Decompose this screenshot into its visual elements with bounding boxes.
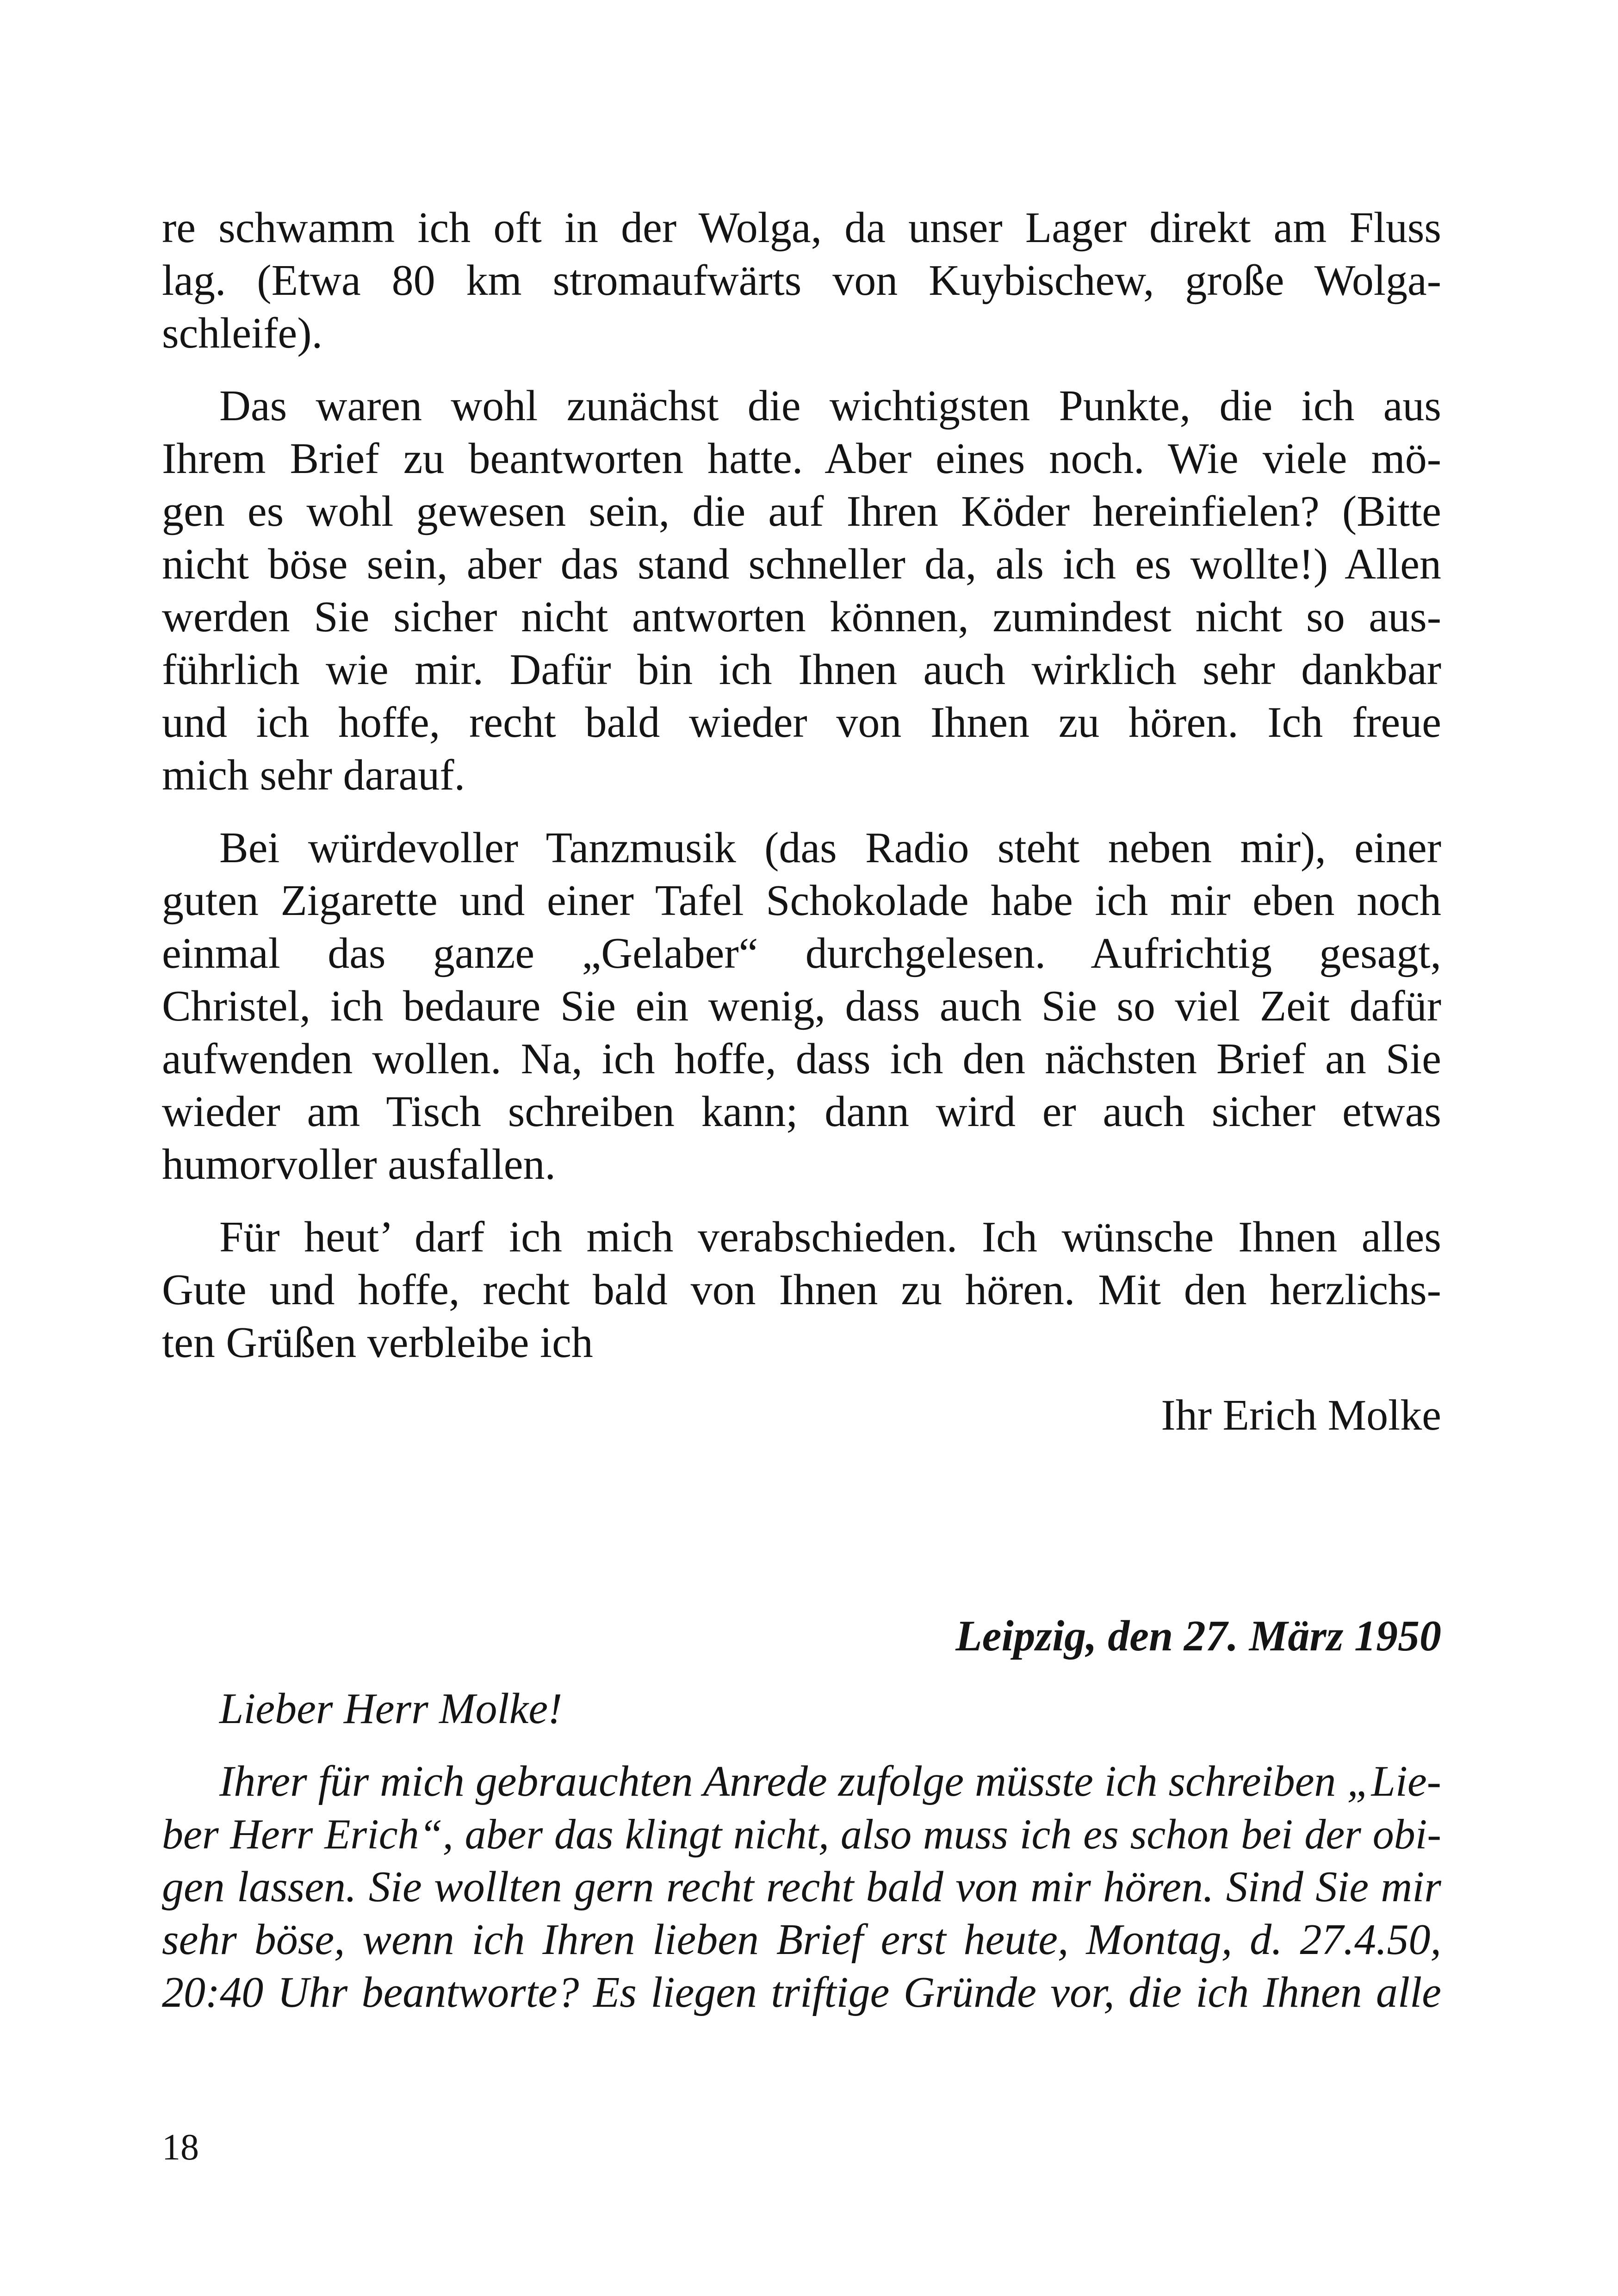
text-line: einmal das ganze „Gelaber“ durchgelesen. Aufrichtig gesagt,	[162, 929, 1441, 977]
text-line: gen es wohl gewesen sein, die auf Ihren Köder hereinfielen? (Bitte	[162, 487, 1441, 535]
text-line: mich sehr darauf.	[162, 751, 465, 799]
text-line: re schwamm ich oft in der Wolga, da unser Lager direkt am Fluss	[162, 204, 1441, 252]
text-line: Ihrem Brief zu beantworten hatte. Aber eines noch. Wie viele mö-	[162, 435, 1441, 483]
text-line: gen lassen. Sie wollten gern recht recht bald von mir hören. Sind Sie mir	[162, 1863, 1441, 1911]
text-line: Christel, ich bedaure Sie ein wenig, dass auch Sie so viel Zeit dafür	[162, 982, 1441, 1030]
text-line: sehr böse, wenn ich Ihren lieben Brief erst heute, Montag, d. 27.4.50,	[162, 1916, 1441, 1964]
book-page	[162, 0, 1441, 2296]
text-line: humorvoller ausfallen.	[162, 1140, 556, 1188]
text-line: nicht böse sein, aber das stand schneller da, als ich es wollte!) Allen	[162, 540, 1441, 588]
page-number: 18	[162, 2127, 199, 2168]
text-line: und ich hoffe, recht bald wieder von Ihnen zu hören. Ich freue	[162, 698, 1441, 747]
text-line: wieder am Tisch schreiben kann; dann wird er auch sicher etwas	[162, 1088, 1441, 1136]
text-line: Ihrer für mich gebrauchten Anrede zufolge müsste ich schreiben „Lie-	[219, 1757, 1441, 1805]
text-line: Gute und hoffe, recht bald von Ihnen zu hören. Mit den herzlichs-	[162, 1266, 1441, 1314]
text-line: ten Grüßen verbleibe ich	[162, 1319, 593, 1367]
text-line: aufwenden wollen. Na, ich hoffe, dass ich den nächsten Brief an Sie	[162, 1035, 1441, 1083]
text-line: Das waren wohl zunächst die wichtigsten Punkte, die ich aus	[219, 382, 1441, 430]
text-line: Bei würdevoller Tanzmusik (das Radio steht neben mir), einer	[219, 824, 1441, 872]
text-line: führlich wie mir. Dafür bin ich Ihnen auch wirklich sehr dankbar	[162, 646, 1441, 694]
dateline: Leipzig, den 27. März 1950	[955, 1612, 1441, 1660]
text-line: lag. (Etwa 80 km stromaufwärts von Kuybischew, große Wolga-	[162, 256, 1441, 305]
text-line: ber Herr Erich“, aber das klingt nicht, also muss ich es schon bei der obi-	[162, 1811, 1441, 1858]
text-line: schleife).	[162, 309, 323, 357]
text-line: guten Zigarette und einer Tafel Schokolade habe ich mir eben noch	[162, 877, 1441, 925]
text-line: werden Sie sicher nicht antworten können, zumindest nicht so aus-	[162, 593, 1441, 641]
salutation: Lieber Herr Molke!	[219, 1685, 563, 1733]
signature: Ihr Erich Molke	[1161, 1391, 1441, 1439]
text-line: 20:40 Uhr beantworte? Es liegen triftige Gründe vor, die ich Ihnen alle	[162, 1968, 1441, 2016]
text-line: Für heut’ darf ich mich verabschieden. Ich wünsche Ihnen alles	[219, 1213, 1441, 1261]
